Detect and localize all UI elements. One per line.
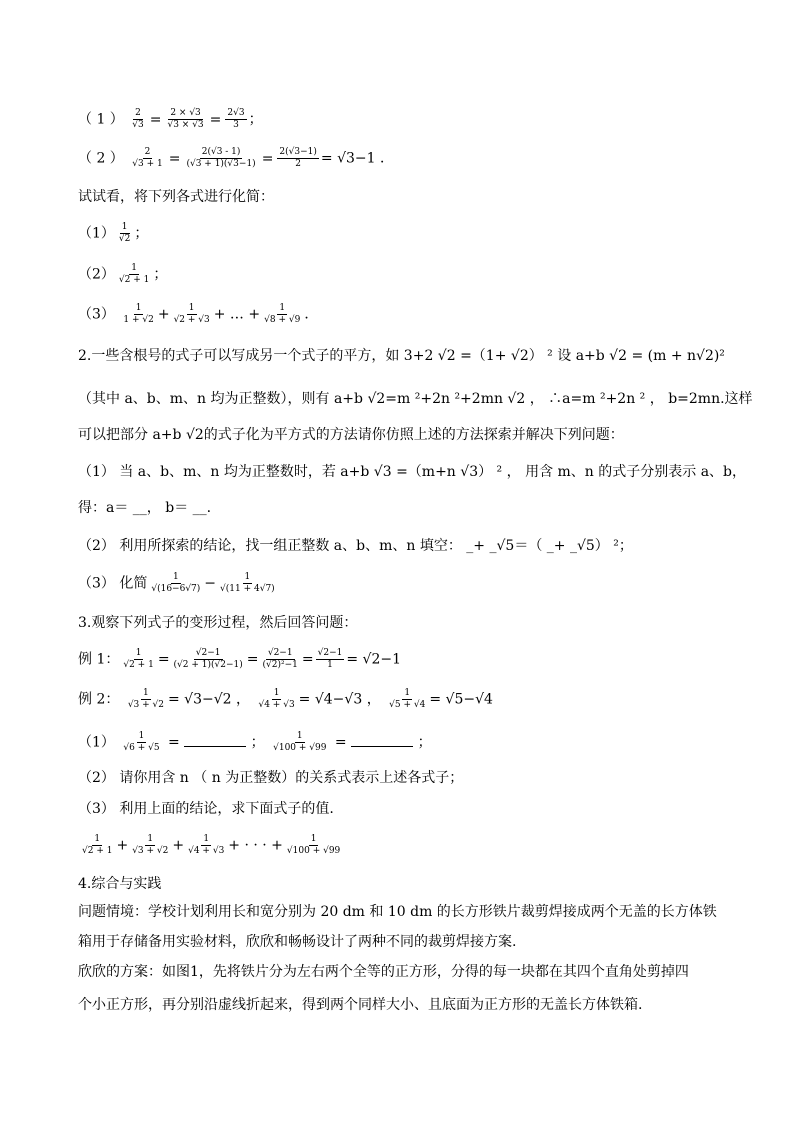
fraction: $\frac{1}{√8 + √9}$: [264, 303, 301, 325]
fraction: $\frac{2(√3 - 1)}{(√3 + 1)(√3-1)}$: [186, 147, 256, 169]
fraction: $\frac{2}{√3 + 1}$: [132, 147, 163, 169]
fraction: $\frac{1}{√2 + 1}$: [123, 648, 154, 670]
fraction: $\frac{1}{√3 + √2}$: [127, 688, 164, 710]
fraction: $\frac{2 \times √3}{√3 \times √3}$: [167, 108, 204, 130]
fraction: $\frac{1}{√2}$: [118, 222, 131, 244]
question-1-3: （3） $\frac{1}{1 + √2}$ + $\frac{1}{√2 + √3}$ + … + $\frac{1}{√8 + √9}$ ．: [78, 303, 319, 325]
problem-2-q1b: 得：a＝ __， b＝ __.: [78, 500, 212, 516]
fraction: $\frac{√2-1}{(√2 + 1)(√2-1)}$: [173, 648, 243, 670]
fraction: $\frac{2}{√3}$: [132, 108, 144, 130]
problem-4-line-2: 箱用于存储备用实验材料，欣欣和畅畅设计了两种不同的裁剪焊接方案.: [78, 934, 517, 950]
problem-2-q2: （2） 利用所探索的结论，找一组正整数 a、b、m、n 填空： _+ _√5＝（ _+ _√5） ²；: [78, 538, 633, 554]
problem-2-line-1: 2.一些含根号的式子可以写成另一个式子的平方，如 3+2 √2 =（1+ √2） ² 设 a+b √2 = (m + n√2)²: [78, 348, 725, 364]
problem-3-example-2: 例 2： $\frac{1}{√3 + √2}$ = √3−√2 ， $\frac{1}{√4 + √3}$ = √4−√3 ， $\frac{1}{√5 + √4}$ = √5−√4: [78, 688, 493, 710]
problem-2-line-2: （其中 a、b、m、n 均为正整数），则有 a+b √2=m ²+2n ²+2mn √2 ， ∴a=m ²+2n ² ， b=2mn.这样: [78, 391, 753, 407]
fraction: $\frac{1}{√4 + √3}$: [258, 688, 295, 710]
problem-2-q3: （3） 化简 $\frac{1}{√(16-6√7)}$ − $\frac{1}{√(11 + 4√7)}$: [78, 572, 275, 594]
answer-blank[interactable]: [351, 736, 413, 747]
question-1-1: （1） $\frac{1}{√2}$ ；: [78, 222, 149, 244]
example-1: （ 1 ） $\frac{2}{√3}$ = $\frac{2 \times √3}{√3 \times √3}$ = $\frac{2√3}{3}$ ；: [78, 108, 263, 130]
problem-3-q2: （2） 请你用含 n （ n 为正整数）的关系式表示上述各式子；: [78, 770, 464, 786]
fraction: $\frac{1}{√2 + 1}$: [118, 263, 150, 285]
fraction: $\frac{1}{√100 + √99}$: [273, 731, 327, 753]
fraction: $\frac{1}{1 + √2}$: [123, 303, 154, 325]
fraction: $\frac{1}{√5 + √4}$: [389, 688, 426, 710]
answer-blank[interactable]: [184, 736, 246, 747]
problem-3-q1: （1） $\frac{1}{√6 + √5}$ = ； $\frac{1}{√100 + √99}$ = ；: [78, 731, 432, 753]
example-2: （ 2 ） $\frac{2}{√3 + 1}$ = $\frac{2(√3 - 1)}{(√3 + 1)(√3-1)}$ = $\frac{2(√3-1)}{2}$ = √3−1 ．: [78, 147, 395, 169]
fraction: $\frac{2(√3-1)}{2}$: [279, 147, 317, 169]
problem-2-q1a: （1） 当 a、b、m、n 均为正整数时，若 a+b √3 =（m+n √3） ² ， 用含 m、n 的式子分别表示 a、b，: [78, 464, 747, 480]
fraction: $\frac{1}{√3 + √2}$: [132, 834, 169, 856]
problem-3-title: 3.观察下列式子的变形过程，然后回答问题：: [78, 615, 358, 631]
problem-2-line-3: 可以把部分 a+b √2的式子化为平方式的方法请你仿照上述的方法探索并解决下列问题：: [78, 427, 624, 443]
fraction: $\frac{1}{√4 + √3}$: [188, 834, 225, 856]
fraction: $\frac{2√3}{3}$: [227, 108, 245, 130]
problem-4-title: 4.综合与实践: [78, 876, 162, 892]
problem-4-line-1: 问题情境：学校计划利用长和宽分别为 20 dm 和 10 dm 的长方形铁片裁剪焊接成两个无盖的长方体铁: [78, 904, 717, 920]
problem-3-sum: $\frac{1}{√2 + 1}$ + $\frac{1}{√3 + √2}$ + $\frac{1}{√4 + √3}$ + · · · + $\frac{1}{√100 + √99}$: [82, 834, 341, 856]
fraction: $\frac{1}{√2 + 1}$: [82, 834, 113, 856]
problem-3-q3: （3） 利用上面的结论，求下面式子的值.: [78, 801, 334, 817]
question-1-2: （2） $\frac{1}{√2 + 1}$ ；: [78, 263, 168, 285]
fraction: $\frac{√2-1}{\text{(√2)²−1}}$: [262, 648, 298, 670]
prompt-text: 试试看，将下列各式进行化简：: [78, 189, 274, 205]
fraction: $\frac{1}{√6 + √5}$: [123, 731, 160, 753]
problem-4-line-4: 个小正方形，再分别沿虚线折起来，得到两个同样大小、且底面为正方形的无盖长方体铁箱.: [78, 997, 643, 1013]
fraction: $\frac{1}{√2 + √3}$: [173, 303, 210, 325]
fraction: $\frac{1}{√(11 + 4√7)}$: [220, 572, 275, 594]
fraction: $\frac{1}{√(16-6√7)}$: [151, 572, 201, 594]
fraction: $\frac{√2-1}{1}$: [317, 648, 343, 670]
fraction: $\frac{1}{√100 + √99}$: [286, 834, 341, 856]
problem-3-example-1: 例 1： $\frac{1}{√2 + 1}$ = $\frac{√2-1}{(√2 + 1)(√2-1)}$ = $\frac{√2-1}{\text{(√2)²−1}}$ = $\frac{√2-1}{1}$ = √2−1: [78, 648, 401, 670]
label: （ 1 ）: [78, 111, 124, 128]
problem-4-line-3: 欣欣的方案：如图1，先将铁片分为左右两个全等的正方形，分得的每一块都在其四个直角处剪掉四: [78, 964, 689, 980]
